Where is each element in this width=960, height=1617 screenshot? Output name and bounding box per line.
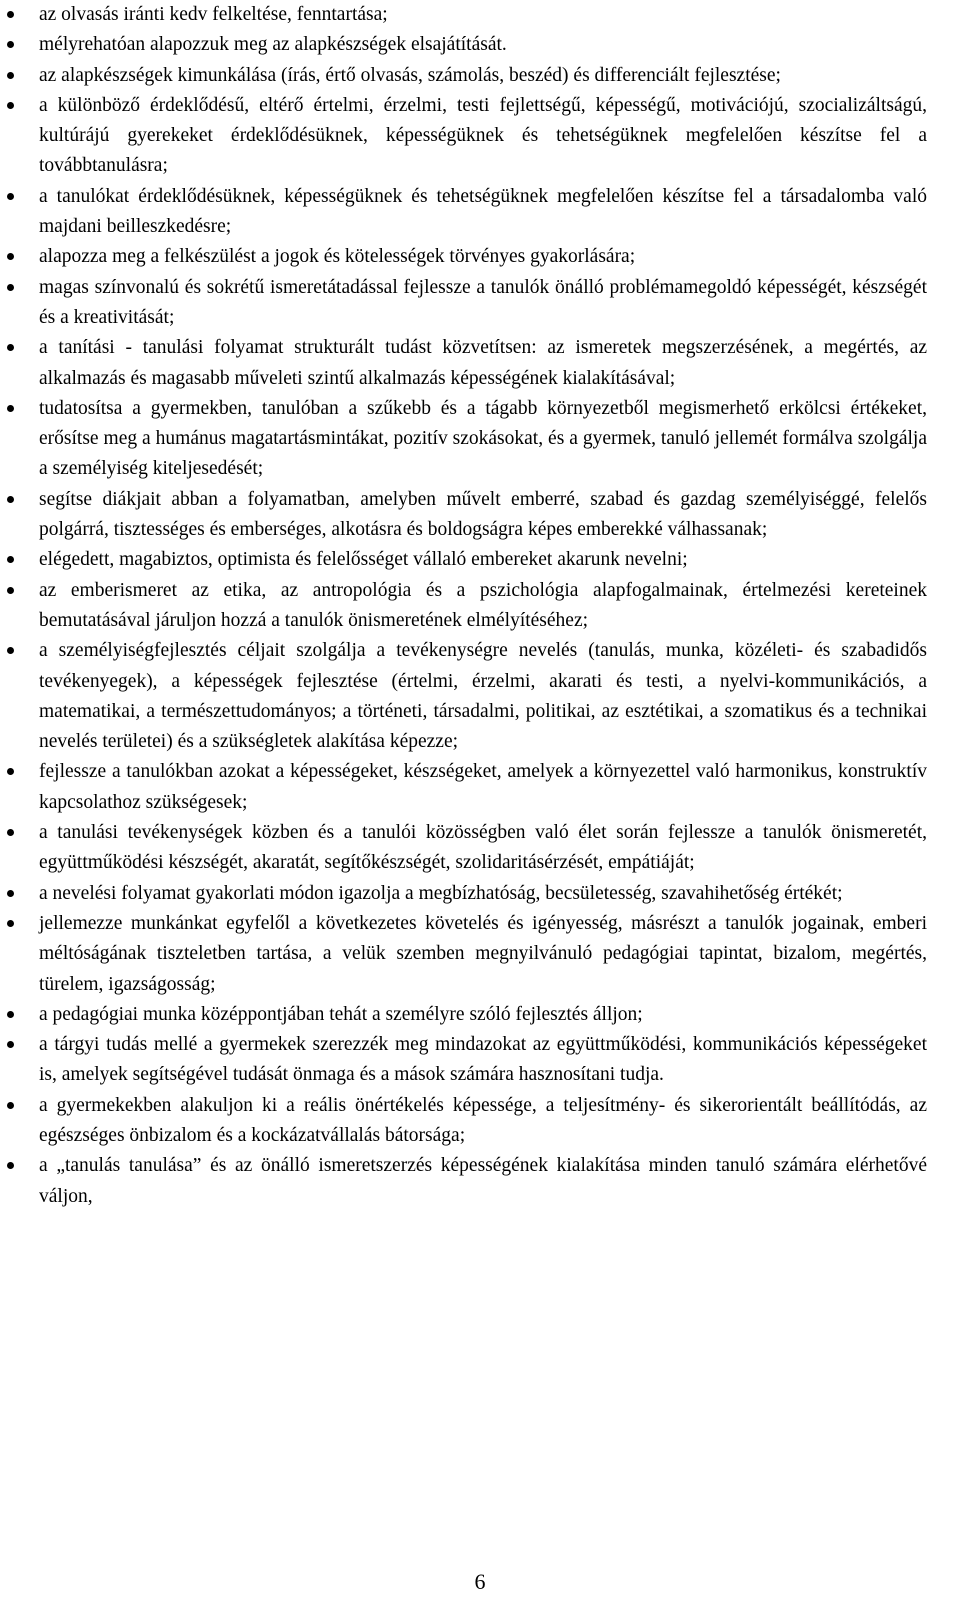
- list-item: [39, 333, 927, 394]
- list-item: [39, 1030, 927, 1091]
- list-item: [39, 91, 927, 182]
- list-item-text: a nevelési folyamat gyakorlati módon igazolja a megbízhatóság, becsületesség, szavahihetőség értékét;: [39, 882, 843, 904]
- bullet-icon: [7, 41, 14, 48]
- list-item: [39, 61, 927, 91]
- bullet-icon: [7, 890, 14, 897]
- list-item-text: a tárgyi tudás mellé a gyermekek szerezzék meg mindazokat az együttműködési, kommunikációs képességeket is, amelyek segítségével tudását önmaga és a mások számára hasznosítani tudja.: [39, 1034, 927, 1086]
- list-item-text: a tanítási - tanulási folyamat strukturált tudást közvetítsen: az ismeretek megszerzésének, a megértés, az alkalmazás és magasabb műveleti szintű alkalmazás képességének kialakításával;: [39, 337, 927, 389]
- list-item-text: fejlessze a tanulókban azokat a képességeket, készségeket, amelyek a környezettel való harmonikus, konstruktív kapcsolathoz szükségesek;: [39, 761, 927, 813]
- bullet-icon: [7, 556, 14, 563]
- list-item-text: az olvasás iránti kedv felkeltése, fenntartása;: [39, 4, 388, 25]
- list-item: [39, 1151, 927, 1212]
- list-item-text: a személyiségfejlesztés céljait szolgálja a tevékenységre nevelés (tanulás, munka, közéleti- és szabadidős tevékenyegek), a képességek fejlesztése (értelmi, érzelmi, akarati és testi, a nyelvi-kommunikációs, a matematikai, a természettudományos; a történeti, társadalmi, politikai, az esztétikai, a szomatikus és a technikai nevelés területei) és a szükségletek alakítása képezze;: [39, 640, 927, 753]
- list-item: [39, 182, 927, 243]
- list-item: [39, 30, 927, 60]
- bullet-icon: [7, 11, 14, 18]
- bullet-icon: [7, 1162, 14, 1169]
- bullet-icon: [7, 405, 14, 412]
- list-item-text: jellemezze munkánkat egyfelől a következetes követelés és igényesség, másrészt a tanulók jogainak, emberi méltóságának tiszteletben tartása, a velük szemben megnyilvánuló pedagógiai tapintat, bizalom, megértés, türelem, igazságosság;: [39, 912, 927, 995]
- list-item: [39, 242, 927, 272]
- list-item: [39, 485, 927, 546]
- list-item: [39, 273, 927, 334]
- list-item-text: az alapkészségek kimunkálása (írás, értő olvasás, számolás, beszéd) és differenciált fejlesztése;: [39, 64, 781, 86]
- list-item-text: alapozza meg a felkészülést a jogok és kötelességek törvényes gyakorlására;: [39, 246, 636, 268]
- list-item-text: segítse diákjait abban a folyamatban, amelyben művelt emberré, szabad és gazdag személyiséggé, felelős polgárrá, tisztességes és emberséges, alkotásra és boldogságra képes emberekké válhassanak;: [39, 488, 927, 541]
- bullet-icon: [7, 284, 14, 291]
- list-item: [39, 909, 927, 1000]
- list-item-text: mélyrehatóan alapozzuk meg az alapkészségek elsajátítását.: [39, 34, 507, 56]
- list-item: [39, 636, 927, 757]
- list-item: [39, 1091, 927, 1152]
- list-item-text: a „tanulás tanulása” és az önálló ismeretszerzés képességének kialakítása minden tanuló számára elérhetővé váljon,: [39, 1155, 927, 1207]
- list-item-text: elégedett, magabiztos, optimista és felelősséget vállaló embereket akarunk nevelni;: [39, 549, 688, 571]
- list-item: [39, 879, 927, 909]
- bullet-icon: [7, 102, 14, 109]
- list-item-text: a tanulási tevékenységek közben és a tanulói közösségben való élet során fejlessze a tanulók önismeretét, együttműködési készségét, akaratát, segítőkészségét, szolidaritásérzését, empátiáját;: [39, 822, 927, 874]
- list-item-text: az emberismeret az etika, az antropológia és a pszichológia alapfogalmainak, értelmezési kereteinek bemutatásával járuljon hozzá a tanulók önismeretének elmélyítéséhez;: [39, 579, 927, 631]
- bullet-icon: [7, 587, 14, 594]
- page-number: 6: [474, 1569, 486, 1594]
- list-item-text: a pedagógiai munka középpontjában tehát a személyre szóló fejlesztés álljon;: [39, 1003, 643, 1025]
- list-item: [39, 1000, 927, 1030]
- list-item: [39, 757, 927, 818]
- list-item: [39, 545, 927, 575]
- bullet-icon: [7, 1011, 14, 1018]
- bullet-icon: [7, 768, 14, 775]
- bullet-icon: [7, 647, 14, 654]
- list-item-text: magas színvonalú és sokrétű ismeretátadással fejlessze a tanulók önálló problémamegoldó képességét, készségét és a kreativitását;: [39, 276, 927, 328]
- list-item: [39, 0, 927, 30]
- bullet-icon: [7, 72, 14, 79]
- goals-bullet-list: [39, 0, 927, 1212]
- bullet-icon: [7, 496, 14, 503]
- bullet-icon: [7, 920, 14, 927]
- list-item: [39, 576, 927, 637]
- bullet-icon: [7, 193, 14, 200]
- list-item: [39, 394, 927, 485]
- bullet-icon: [7, 1041, 14, 1048]
- list-item-text: a különböző érdeklődésű, eltérő értelmi, érzelmi, testi fejlettségű, képességű, motivációjú, szocializáltságú, kultúrájú gyerekeket érdeklődésüknek, képességüknek és tehetségüknek megfelelően készítse fel a továbbtanulásra;: [39, 94, 927, 177]
- bullet-icon: [7, 1102, 14, 1109]
- list-item: [39, 818, 927, 879]
- bullet-icon: [7, 253, 14, 260]
- bullet-icon: [7, 829, 14, 836]
- list-item-text: tudatosítsa a gyermekben, tanulóban a szűkebb és a tágabb környezetből megismerhető erkölcsi értékeket, erősítse meg a humánus magatartásmintákat, pozitív szokásokat, és a gyermek, tanuló jellemét formálva szolgálja a személyiség kiteljesedését;: [39, 397, 927, 480]
- list-item-text: a tanulókat érdeklődésüknek, képességüknek és tehetségüknek megfelelően készítse fel a társadalomba való majdani beilleszkedésre;: [39, 185, 927, 238]
- list-item-text: a gyermekekben alakuljon ki a reális önértékelés képessége, a teljesítmény- és sikerorientált beállítódás, az egészséges önbizalom és a kockázatvállalás bátorsága;: [39, 1094, 927, 1146]
- bullet-icon: [7, 344, 14, 351]
